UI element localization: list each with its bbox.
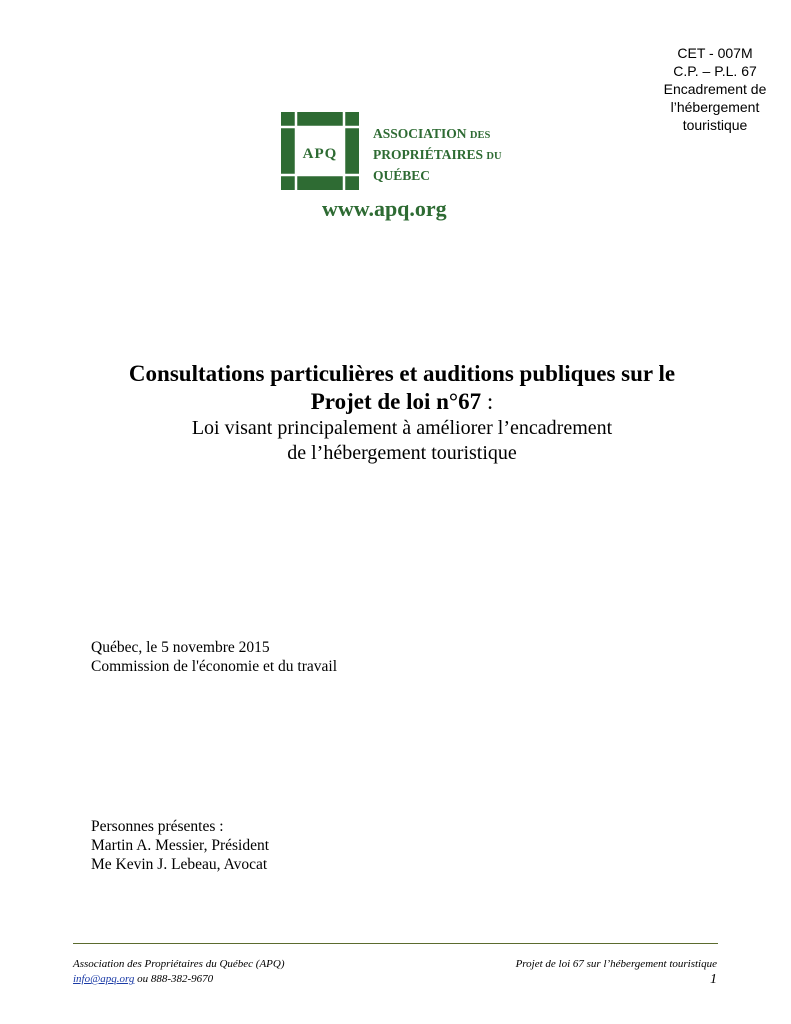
logo-word-small: DU	[486, 151, 502, 162]
commission-name: Commission de l'économie et du travail	[91, 658, 338, 675]
logo-word: ASSOCIATION	[373, 126, 467, 141]
attendee: Martin A. Messier, Président	[91, 837, 270, 854]
meeting-info	[91, 638, 337, 676]
attendees-heading: Personnes présentes :	[91, 818, 224, 835]
bill-number: Projet de loi n°67	[310, 389, 482, 414]
title-line: Consultations particulières et auditions publiques sur le	[128, 361, 676, 386]
stamp-line: touristique	[682, 117, 748, 133]
attendee: Me Kevin J. Lebeau, Avocat	[91, 856, 268, 873]
email-link[interactable]: info@apq.org	[73, 973, 135, 985]
page-number: 1	[710, 972, 717, 987]
stamp-line: Encadrement de	[663, 81, 767, 97]
website-url: www.apq.org	[322, 196, 447, 221]
logo-word: PROPRIÉTAIRES	[373, 147, 484, 162]
logo-word: QUÉBEC	[373, 168, 431, 183]
footer-organization: Association des Propriétaires du Québec (APQ)	[73, 958, 285, 970]
bill-subtitle-line: de l’hébergement touristique	[287, 442, 517, 464]
title-colon: :	[481, 389, 494, 414]
document-title	[0, 360, 791, 466]
stamp-line: C.P. – P.L. 67	[673, 63, 757, 79]
footer-divider	[73, 943, 718, 944]
stamp-line: l’hébergement	[670, 99, 760, 115]
footer-document-title: Projet de loi 67 sur l’hébergement touristique	[515, 958, 717, 970]
attendees-list	[91, 817, 269, 874]
meeting-date: Québec, le 5 novembre 2015	[91, 639, 270, 656]
logo-wordmark	[373, 124, 502, 185]
document-reference-stamp	[640, 44, 790, 134]
apq-logo-icon	[281, 112, 359, 190]
bill-subtitle-line: Loi visant principalement à améliorer l’encadrement	[191, 417, 613, 439]
footer-left	[73, 957, 285, 987]
logo-monogram: APQ	[302, 146, 338, 162]
logo-word-small: DES	[469, 130, 491, 141]
footer-right	[516, 957, 717, 987]
footer-phone: ou 888-382-9670	[134, 973, 214, 985]
stamp-line: CET - 007M	[677, 45, 753, 61]
